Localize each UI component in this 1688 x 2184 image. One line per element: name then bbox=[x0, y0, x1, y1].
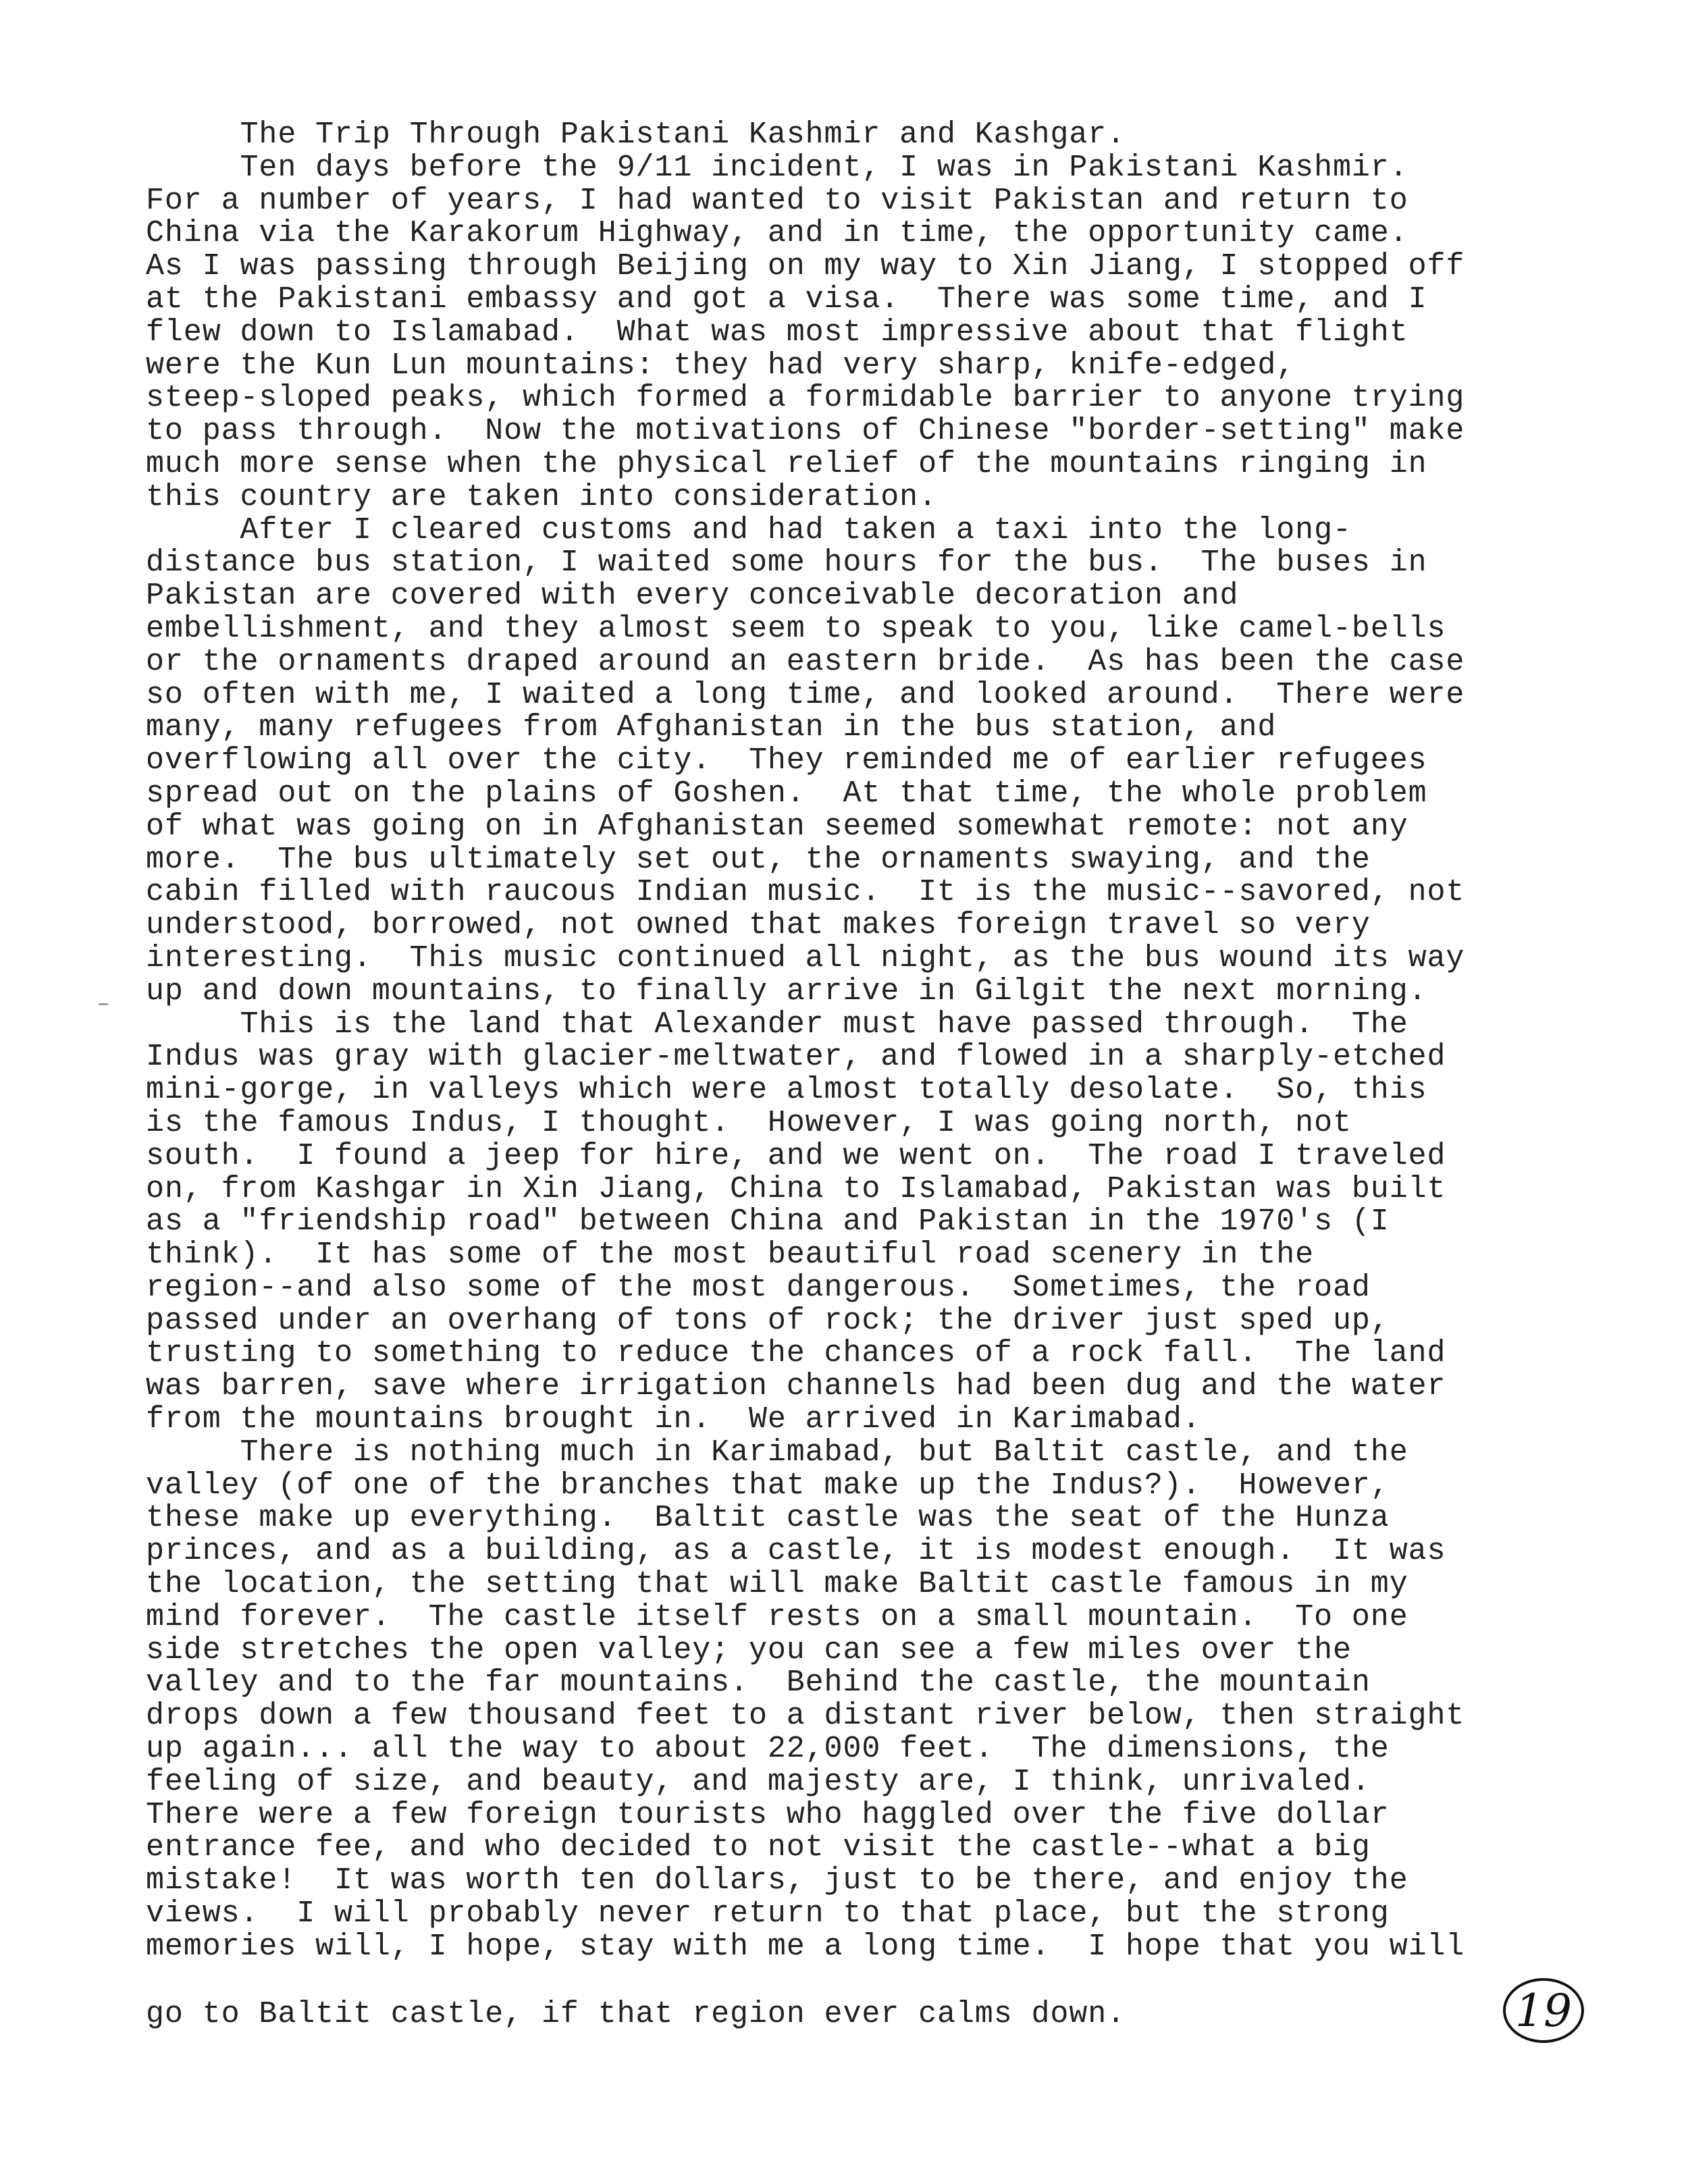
text-line: were the Kun Lun mountains: they had very sharp, knife-edged, bbox=[146, 348, 1296, 383]
text-line: of what was going on in Afghanistan seemed somewhat remote: not any bbox=[146, 809, 1408, 844]
text-line: After I cleared customs and had taken a taxi into the long- bbox=[146, 512, 1352, 548]
text-line: more. The bus ultimately set out, the ornaments swaying, and the bbox=[146, 842, 1371, 877]
text-line: understood, borrowed, not owned that makes foreign travel so very bbox=[146, 908, 1371, 943]
text-line: mistake! It was worth ten dollars, just to be there, and enjoy the bbox=[146, 1863, 1408, 1898]
text-line: valley and to the far mountains. Behind the castle, the mountain bbox=[146, 1666, 1371, 1701]
text-line: flew down to Islamabad. What was most impressive about that flight bbox=[146, 315, 1408, 350]
text-line: This is the land that Alexander must have passed through. The bbox=[146, 1007, 1408, 1042]
text-line: embellishment, and they almost seem to speak to you, like camel-bells bbox=[146, 611, 1446, 646]
text-line: There is nothing much in Karimabad, but Baltit castle, and the bbox=[146, 1435, 1408, 1470]
text-line: China via the Karakorum Highway, and in time, the opportunity came. bbox=[146, 216, 1408, 251]
text-line: region--and also some of the most dangerous. Sometimes, the road bbox=[146, 1270, 1371, 1305]
text-line: many, many refugees from Afghanistan in the bus station, and bbox=[146, 710, 1277, 745]
text-line: on, from Kashgar in Xin Jiang, China to Islamabad, Pakistan was built bbox=[146, 1171, 1446, 1206]
text-line: passed under an overhang of tons of rock; the driver just sped up, bbox=[146, 1303, 1390, 1338]
text-line: views. I will probably never return to that place, but the strong bbox=[146, 1896, 1390, 1932]
text-line: Pakistan are covered with every conceivable decoration and bbox=[146, 579, 1239, 614]
handwritten-page-number: 19 bbox=[1503, 1978, 1584, 2043]
text-line: interesting. This music continued all night, as the bus wound its way bbox=[146, 940, 1465, 976]
text-line: the location, the setting that will make Baltit castle famous in my bbox=[146, 1567, 1408, 1602]
text-line: or the ornaments draped around an eastern bride. As has been the case bbox=[146, 644, 1465, 679]
text-line: entrance fee, and who decided to not visit the castle--what a big bbox=[146, 1830, 1371, 1865]
text-line: up again... all the way to about 22,000 feet. The dimensions, the bbox=[146, 1732, 1390, 1767]
text-line: from the mountains brought in. We arrived in Karimabad. bbox=[146, 1402, 1201, 1437]
text-line: to pass through. Now the motivations of Chinese "border-setting" make bbox=[146, 414, 1465, 449]
text-line: was barren, save where irrigation channels had been dug and the water bbox=[146, 1369, 1446, 1404]
text-line: There were a few foreign tourists who haggled over the five dollar bbox=[146, 1797, 1390, 1832]
text-line: much more sense when the physical relief of the mountains ringing in bbox=[146, 446, 1427, 481]
text-line: mini-gorge, in valleys which were almost totally desolate. So, this bbox=[146, 1073, 1427, 1108]
text-line: As I was passing through Beijing on my way to Xin Jiang, I stopped off bbox=[146, 249, 1465, 284]
text-line: at the Pakistani embassy and got a visa. There was some time, and I bbox=[146, 282, 1427, 317]
text-line: The Trip Through Pakistani Kashmir and Kashgar. bbox=[146, 117, 1126, 152]
typed-text-body bbox=[146, 119, 1598, 1964]
text-line: spread out on the plains of Goshen. At that time, the whole problem bbox=[146, 776, 1427, 811]
text-line: feeling of size, and beauty, and majesty are, I think, unrivaled. bbox=[146, 1764, 1371, 1799]
text-line: overflowing all over the city. They reminded me of earlier refugees bbox=[146, 743, 1427, 778]
text-line: Ten days before the 9/11 incident, I was in Pakistani Kashmir. bbox=[146, 150, 1408, 185]
text-line: as a "friendship road" between China and Pakistan in the 1970's (I bbox=[146, 1204, 1390, 1240]
text-line: mind forever. The castle itself rests on a small mountain. To one bbox=[146, 1599, 1408, 1634]
text-line: valley (of one of the branches that make up the Indus?). However, bbox=[146, 1468, 1390, 1503]
text-line: distance bus station, I waited some hours for the bus. The buses in bbox=[146, 545, 1427, 581]
text-line: trusting to something to reduce the chances of a rock fall. The land bbox=[146, 1336, 1446, 1371]
text-line: princes, and as a building, as a castle, it is modest enough. It was bbox=[146, 1534, 1446, 1569]
text-line: think). It has some of the most beautiful road scenery in the bbox=[146, 1237, 1315, 1273]
text-line: up and down mountains, to finally arrive in Gilgit the next morning. bbox=[146, 974, 1427, 1009]
text-line: this country are taken into consideration. bbox=[146, 479, 937, 514]
text-line: steep-sloped peaks, which formed a formidable barrier to anyone trying bbox=[146, 381, 1465, 416]
text-line: Indus was gray with glacier-meltwater, and flowed in a sharply-etched bbox=[146, 1040, 1446, 1075]
text-line: so often with me, I waited a long time, and looked around. There were bbox=[146, 677, 1465, 712]
text-line: side stretches the open valley; you can see a few miles over the bbox=[146, 1632, 1352, 1668]
text-line: For a number of years, I had wanted to visit Pakistan and return to bbox=[146, 183, 1408, 218]
final-line: go to Baltit castle, if that region ever calms down. bbox=[146, 1997, 1126, 2031]
text-line: memories will, I hope, stay with me a long time. I hope that you will bbox=[146, 1929, 1465, 1964]
text-line: south. I found a jeep for hire, and we went on. The road I traveled bbox=[146, 1138, 1446, 1173]
text-line: drops down a few thousand feet to a distant river below, then straight bbox=[146, 1699, 1465, 1734]
margin-mark bbox=[99, 1003, 108, 1005]
text-line: cabin filled with raucous Indian music. It is the music--savored, not bbox=[146, 875, 1465, 910]
text-line: is the famous Indus, I thought. However, I was going north, not bbox=[146, 1105, 1352, 1140]
text-line: these make up everything. Baltit castle was the seat of the Hunza bbox=[146, 1501, 1390, 1536]
